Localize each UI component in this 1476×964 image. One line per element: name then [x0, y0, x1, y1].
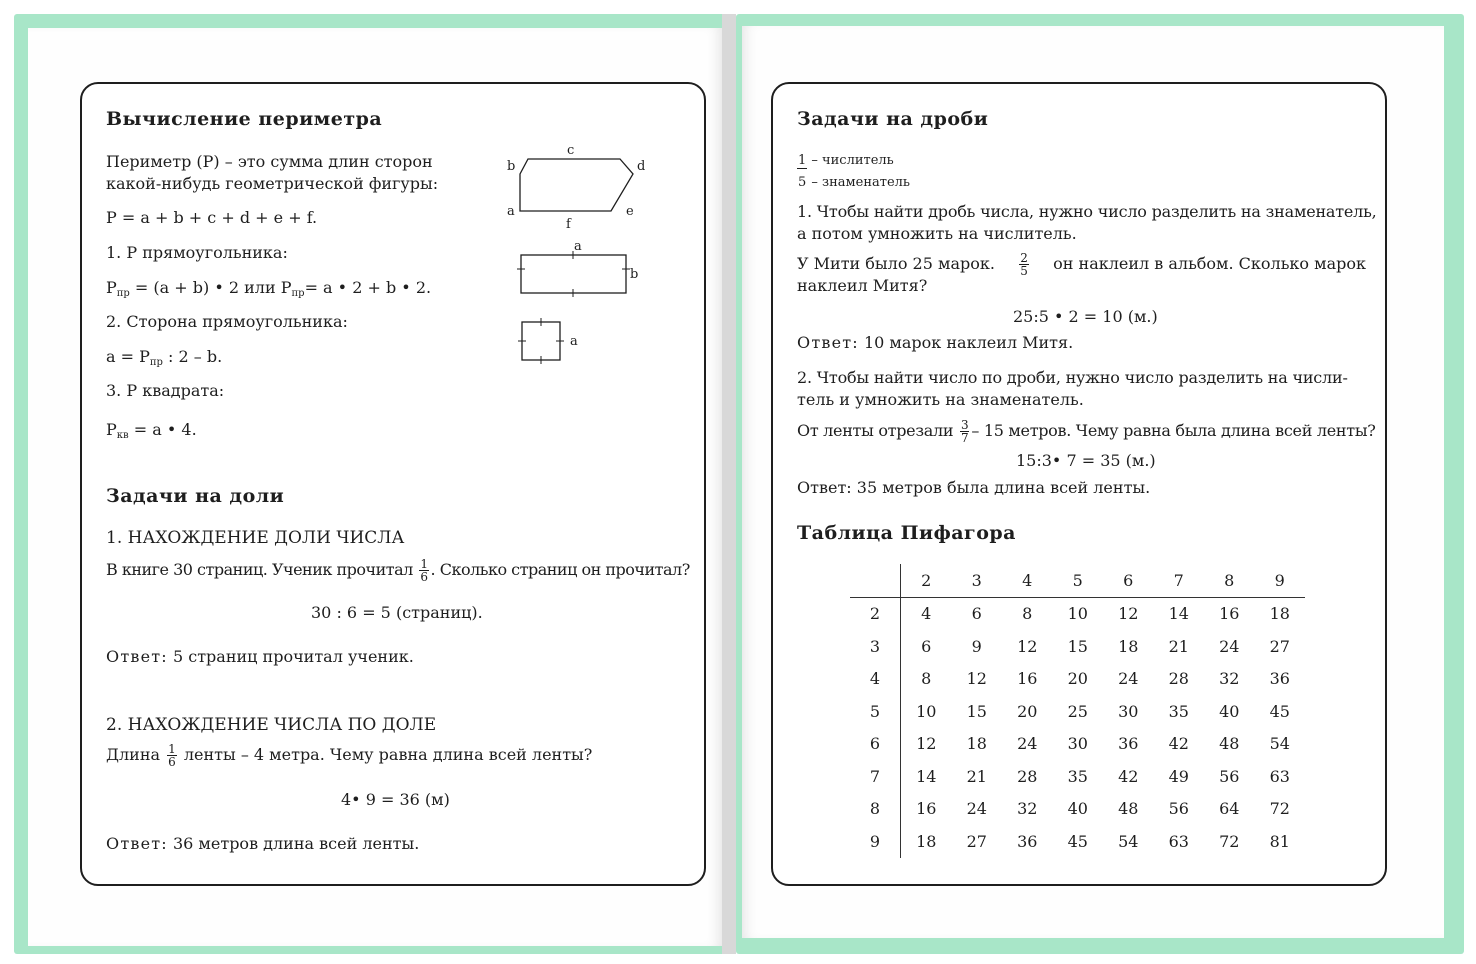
table-cell: 6 — [921, 636, 932, 656]
rect-label-b: b — [630, 267, 639, 282]
hex-label-c: c — [567, 143, 575, 158]
table-cell: 36 — [1017, 831, 1038, 851]
rectangle-shape — [521, 255, 626, 293]
table-cell: 12 — [916, 734, 937, 754]
rectangle-perimeter-formula — [106, 278, 431, 304]
table-cell: 24 — [966, 799, 987, 819]
fraction-rule1-line1: 1. Чтобы найти дробь числа, нужно число разделить на знаменатель, — [797, 202, 1377, 221]
table-header-cell: 9 — [1255, 564, 1306, 597]
fraction — [167, 743, 177, 768]
table-corner-cell — [850, 564, 901, 597]
formula-part: = a • 4. — [128, 420, 197, 439]
table-header-cell: 4 — [1002, 564, 1053, 597]
table-row — [850, 760, 1305, 793]
table-cell: 24 — [1017, 734, 1038, 754]
fraction-example1-calc: 25:5 • 2 = 10 (м.) — [1013, 307, 1158, 326]
hexagon-shape — [520, 159, 633, 211]
answer-text: 36 метров длина всей ленты. — [167, 834, 420, 853]
table-cell: 18 — [1118, 636, 1139, 656]
text-part: он наклеил в альбом. Сколько марок — [1053, 254, 1366, 273]
pr-subscript: пр — [116, 288, 130, 299]
rectangle-side-title: 2. Сторона прямоугольника: — [106, 312, 348, 331]
square-shape — [522, 322, 560, 360]
share-task2-answer — [106, 834, 419, 854]
fraction-legend — [797, 150, 910, 194]
share-task1-title: 1. НАХОЖДЕНИЕ ДОЛИ ЧИСЛА — [106, 528, 405, 548]
table-cell: 40 — [1219, 701, 1240, 721]
table-cell: 40 — [1067, 799, 1088, 819]
fraction-denominator: 6 — [420, 570, 428, 584]
kv-subscript: кв — [116, 430, 129, 441]
pythagoras-title: Таблица Пифагора — [797, 522, 1016, 544]
legend-denominator-label: – знаменатель — [807, 175, 910, 190]
fractions-title: Задачи на дроби — [797, 108, 989, 130]
perimeter-definition-line1: Периметр (Р) – это сумма длин сторон — [106, 152, 433, 171]
p-symbol: Р — [139, 347, 150, 366]
table-header-cell: 5 — [1053, 564, 1104, 597]
fraction — [419, 558, 428, 583]
pr-subscript: пр — [291, 288, 305, 299]
table-cell: 30 — [1118, 701, 1139, 721]
share-task2-title: 2. НАХОЖДЕНИЕ ЧИСЛА ПО ДОЛЕ — [106, 715, 437, 735]
fraction — [960, 419, 969, 444]
fraction-denominator: 6 — [168, 755, 176, 769]
table-header-cell: 3 — [952, 564, 1003, 597]
denominator-legend — [797, 172, 910, 194]
table-cell: 63 — [1168, 831, 1189, 851]
table-row-header-cell: 3 — [850, 630, 901, 663]
rectangle-side-formula — [106, 347, 222, 373]
fraction-numerator: 2 — [1020, 250, 1028, 265]
share-task1-answer — [106, 647, 414, 667]
table-cell: 20 — [1017, 701, 1038, 721]
table-cell: 24 — [1118, 669, 1139, 689]
table-cell: 30 — [1067, 734, 1088, 754]
fraction-rule2-line1: 2. Чтобы найти число по дроби, нужно число разделить на числи- — [797, 368, 1348, 387]
table-row — [850, 663, 1305, 696]
text-part: . Сколько страниц он прочитал? — [430, 560, 690, 579]
table-cell: 72 — [1219, 831, 1240, 851]
table-cell: 12 — [1118, 604, 1139, 624]
rect-label-a: a — [574, 239, 582, 254]
table-cell: 36 — [1118, 734, 1139, 754]
table-cell: 10 — [916, 701, 937, 721]
table-cell: 42 — [1118, 766, 1139, 786]
table-row-header-cell: 5 — [850, 695, 901, 728]
square-perimeter-title: 3. Р квадрата: — [106, 381, 225, 400]
table-row-header-cell: 8 — [850, 793, 901, 826]
table-cell: 63 — [1269, 766, 1290, 786]
perimeter-formula: Р = a + b + c + d + e + f. — [106, 208, 318, 227]
table-header-cell: 8 — [1204, 564, 1255, 597]
table-cell: 16 — [1017, 669, 1038, 689]
table-cell: 72 — [1269, 799, 1290, 819]
share-task2-calc: 4• 9 = 36 (м) — [341, 790, 450, 809]
fraction-denominator: 5 — [1020, 263, 1028, 278]
hex-label-f: f — [566, 217, 571, 232]
text-part: – 15 метров. Чему равна была длина всей ленты? — [971, 421, 1376, 440]
fraction-denominator: 7 — [961, 431, 969, 445]
formula-part: a = — [106, 347, 140, 366]
table-cell: 12 — [966, 669, 987, 689]
table-cell: 49 — [1168, 766, 1189, 786]
legend-denominator: 5 — [798, 175, 807, 190]
table-header-cell: 6 — [1103, 564, 1154, 597]
perimeter-definition-line2: какой-нибудь геометрической фигуры: — [106, 174, 439, 193]
table-cell: 8 — [921, 669, 932, 689]
table-row-header-cell: 7 — [850, 760, 901, 793]
table-cell: 18 — [1269, 604, 1290, 624]
p-symbol: Р — [106, 278, 117, 297]
table-row-header-cell: 9 — [850, 825, 901, 858]
table-cell: 42 — [1168, 734, 1189, 754]
fraction-example2-calc: 15:3• 7 = 35 (м.) — [1016, 451, 1156, 470]
text-part: Длина — [106, 745, 166, 764]
table-row — [850, 728, 1305, 761]
table-cell: 28 — [1168, 669, 1189, 689]
table-cell: 15 — [1067, 636, 1088, 656]
text-part: От ленты отрезали — [797, 421, 958, 440]
table-cell: 10 — [1067, 604, 1088, 624]
table-cell: 54 — [1118, 831, 1139, 851]
table-row-header-cell: 2 — [850, 597, 901, 630]
table-cell: 64 — [1219, 799, 1240, 819]
table-cell: 81 — [1269, 831, 1290, 851]
text-part: В книге 30 страниц. Ученик прочитал — [106, 560, 418, 579]
table-cell: 4 — [921, 604, 932, 624]
fraction-numerator: 1 — [168, 742, 176, 756]
table-row — [850, 695, 1305, 728]
share-task1-calc: 30 : 6 = 5 (страниц). — [311, 603, 483, 622]
legend-numerator: 1 — [798, 153, 807, 168]
table-cell: 6 — [971, 604, 982, 624]
table-cell: 35 — [1168, 701, 1189, 721]
table-cell: 25 — [1067, 701, 1088, 721]
table-row — [850, 793, 1305, 826]
hex-label-a: a — [507, 204, 515, 219]
table-row — [850, 630, 1305, 663]
table-cell: 54 — [1269, 734, 1290, 754]
table-cell: 21 — [966, 766, 987, 786]
table-header-cell: 7 — [1154, 564, 1205, 597]
text-part: У Мити было 25 марок. — [797, 254, 995, 273]
pythagoras-table — [850, 564, 1305, 858]
answer-label: Ответ: — [106, 647, 168, 666]
formula-part: : 2 – b. — [162, 347, 223, 366]
table-cell: 18 — [966, 734, 987, 754]
table-header-row — [850, 564, 1305, 597]
table-header-cell: 2 — [901, 564, 952, 597]
legend-numerator-label: – числитель — [807, 153, 894, 168]
fraction-example1-answer — [797, 333, 1073, 353]
table-cell: 27 — [1269, 636, 1290, 656]
table-cell: 15 — [966, 701, 987, 721]
fraction-example2-answer: Ответ: 35 метров была длина всей ленты. — [797, 478, 1151, 497]
table-cell: 56 — [1168, 799, 1189, 819]
fraction-numerator: 1 — [420, 557, 428, 571]
table-cell: 48 — [1219, 734, 1240, 754]
table-cell: 48 — [1118, 799, 1139, 819]
table-cell: 16 — [916, 799, 937, 819]
hex-label-d: d — [637, 159, 646, 174]
table-cell: 45 — [1269, 701, 1290, 721]
table-cell: 56 — [1219, 766, 1240, 786]
table-row — [850, 825, 1305, 858]
share-task1-text — [106, 555, 690, 591]
table-cell: 12 — [1017, 636, 1038, 656]
table-cell: 8 — [1022, 604, 1033, 624]
square-label-a: a — [570, 334, 578, 349]
formula-part: = (a + b) • 2 или — [129, 278, 281, 297]
shares-title: Задачи на доли — [106, 485, 285, 507]
table-cell: 14 — [916, 766, 937, 786]
pythagoras-table-body — [850, 564, 1305, 858]
answer-label: Ответ: — [106, 834, 168, 853]
p-symbol: Р — [106, 420, 117, 439]
table-cell: 24 — [1219, 636, 1240, 656]
table-cell: 32 — [1017, 799, 1038, 819]
table-cell: 18 — [916, 831, 937, 851]
table-cell: 35 — [1067, 766, 1088, 786]
fraction-example2-text — [797, 411, 1376, 451]
answer-text: 10 марок наклеил Митя. — [858, 333, 1074, 352]
p-symbol: Р — [280, 278, 292, 297]
fraction-example1-line2: наклеил Митя? — [797, 276, 928, 295]
table-cell: 32 — [1219, 669, 1240, 689]
answer-label: Ответ: — [797, 333, 859, 352]
fraction-rule2-line2: тель и умножить на знаменатель. — [797, 390, 1084, 409]
square-figure — [516, 316, 586, 368]
table-row-header-cell: 6 — [850, 728, 901, 761]
perimeter-title: Вычисление периметра — [106, 108, 383, 130]
table-row-header-cell: 4 — [850, 663, 901, 696]
table-cell: 16 — [1219, 604, 1240, 624]
rectangle-perimeter-title: 1. Р прямоугольника: — [106, 243, 288, 262]
share-task2-text — [106, 738, 592, 776]
formula-part: = a • 2 + b • 2. — [304, 278, 432, 297]
hex-label-b: b — [507, 159, 516, 174]
fraction — [1019, 252, 1029, 277]
table-cell: 14 — [1168, 604, 1189, 624]
square-perimeter-formula — [106, 420, 197, 446]
hexagon-figure — [500, 140, 650, 240]
text-part: ленты – 4 метра. Чему равна длина всей ленты? — [178, 745, 593, 764]
table-cell: 28 — [1017, 766, 1038, 786]
table-cell: 45 — [1067, 831, 1088, 851]
numerator-legend — [797, 150, 910, 172]
table-row — [850, 597, 1305, 630]
book-spine — [722, 14, 736, 954]
rectangle-figure — [510, 236, 650, 300]
table-cell: 9 — [971, 636, 982, 656]
table-cell: 27 — [966, 831, 987, 851]
hex-label-e: e — [626, 204, 634, 219]
table-cell: 21 — [1168, 636, 1189, 656]
table-cell: 20 — [1067, 669, 1088, 689]
answer-text: 5 страниц прочитал ученик. — [167, 647, 414, 666]
table-cell: 36 — [1269, 669, 1290, 689]
fraction-rule1-line2: а потом умножить на числитель. — [797, 224, 1077, 243]
fraction-numerator: 3 — [961, 418, 969, 432]
pr-subscript: пр — [149, 357, 163, 368]
